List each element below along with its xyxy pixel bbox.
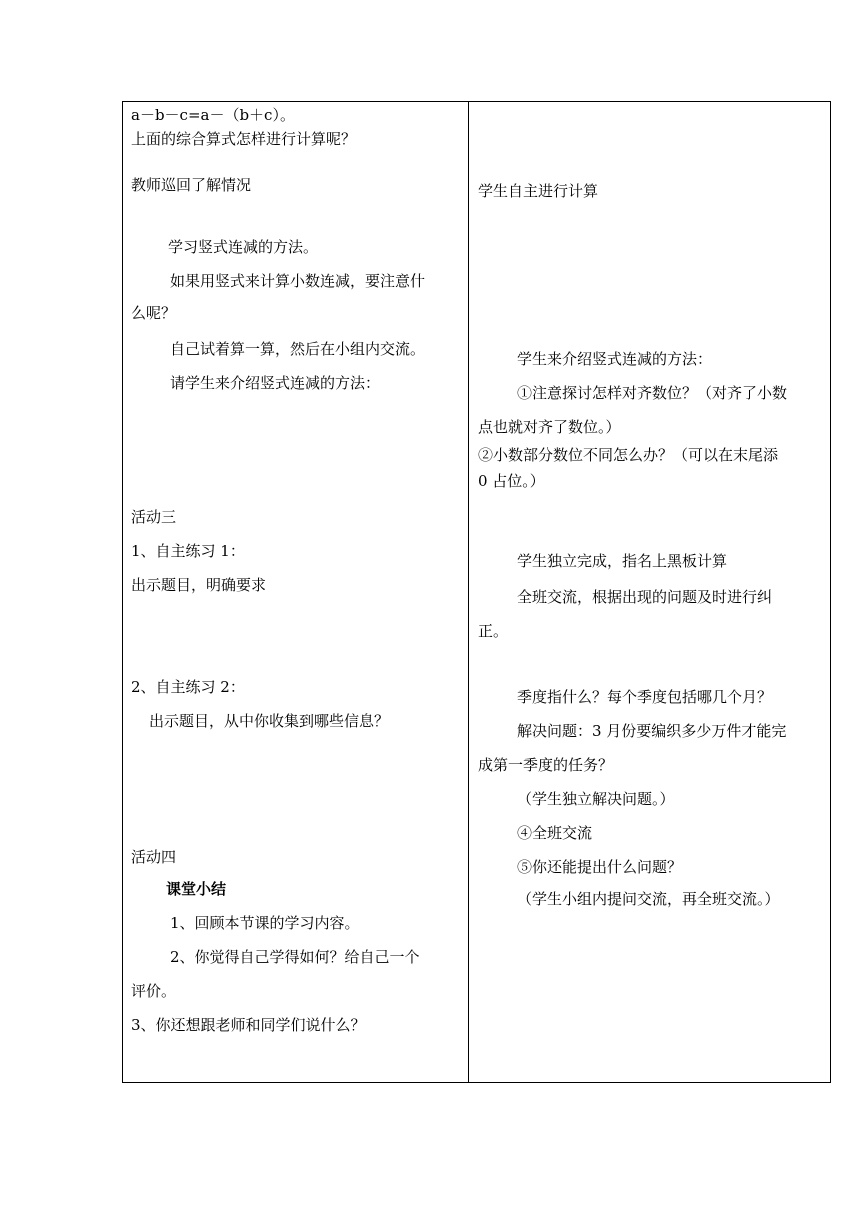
point-one: ①注意探讨怎样对齐数位？（对齐了小数: [517, 384, 788, 402]
exercise-two: 2、自主练习 2：: [131, 678, 245, 696]
summary-item-1: 1、回顾本节课的学习内容。: [170, 914, 360, 932]
summary-item-3: 3、你还想跟老师和同学们说什么？: [131, 1016, 366, 1034]
point-four: ④全班交流: [517, 824, 593, 842]
class-discussion-cont: 正。: [478, 622, 509, 640]
method-question: 如果用竖式来计算小数连减，要注意什: [170, 272, 426, 290]
student-activity-column: [469, 102, 831, 1082]
activity-three-heading: 活动三: [131, 508, 177, 526]
formula-line: a－b－c=a－（b＋c）。: [131, 106, 295, 124]
independent-solve: （学生独立解决问题。）: [517, 790, 675, 808]
method-heading: 学习竖式连减的方法。: [168, 238, 319, 256]
solve-problem: 解决问题：3 月份要编织多少万件才能完: [517, 722, 787, 740]
teacher-activity-column: [123, 102, 468, 1082]
question-line: 上面的综合算式怎样进行计算呢？: [131, 130, 357, 148]
class-discussion: 全班交流，根据出现的问题及时进行纠: [517, 588, 773, 606]
student-method-heading: 学生来介绍竖式连减的方法：: [517, 350, 713, 368]
summary-item-2: 2、你觉得自己学得如何？给自己一个: [170, 948, 420, 966]
lesson-table: [122, 101, 831, 1083]
point-one-cont: 点也就对齐了数位。）: [478, 418, 621, 436]
solve-problem-cont: 成第一季度的任务？: [478, 756, 614, 774]
try-instruction: 自己试着算一算，然后在小组内交流。: [170, 340, 426, 358]
independent-work: 学生独立完成，指名上黑板计算: [517, 552, 728, 570]
exercise-one: 1、自主练习 1：: [131, 542, 245, 560]
teacher-note: 教师巡回了解情况: [131, 176, 252, 194]
method-question-cont: 么呢？: [131, 304, 177, 322]
summary-item-2-cont: 评价。: [131, 982, 177, 1000]
point-two: ②小数部分数位不同怎么办？（可以在末尾添: [478, 446, 779, 464]
exercise-two-detail: 出示题目，从中你收集到哪些信息？: [149, 712, 390, 730]
point-two-cont: 0 占位。）: [478, 472, 545, 490]
activity-four-heading: 活动四: [131, 848, 177, 866]
group-discussion: （学生小组内提问交流，再全班交流。）: [517, 890, 780, 908]
summary-heading: 课堂小结: [166, 880, 227, 898]
point-five: ⑤你还能提出什么问题？: [517, 858, 683, 876]
exercise-one-detail: 出示题目，明确要求: [131, 576, 267, 594]
introduce-instruction: 请学生来介绍竖式连减的方法：: [170, 374, 381, 392]
quarter-question: 季度指什么？每个季度包括哪几个月？: [517, 688, 773, 706]
student-calc: 学生自主进行计算: [478, 182, 599, 200]
